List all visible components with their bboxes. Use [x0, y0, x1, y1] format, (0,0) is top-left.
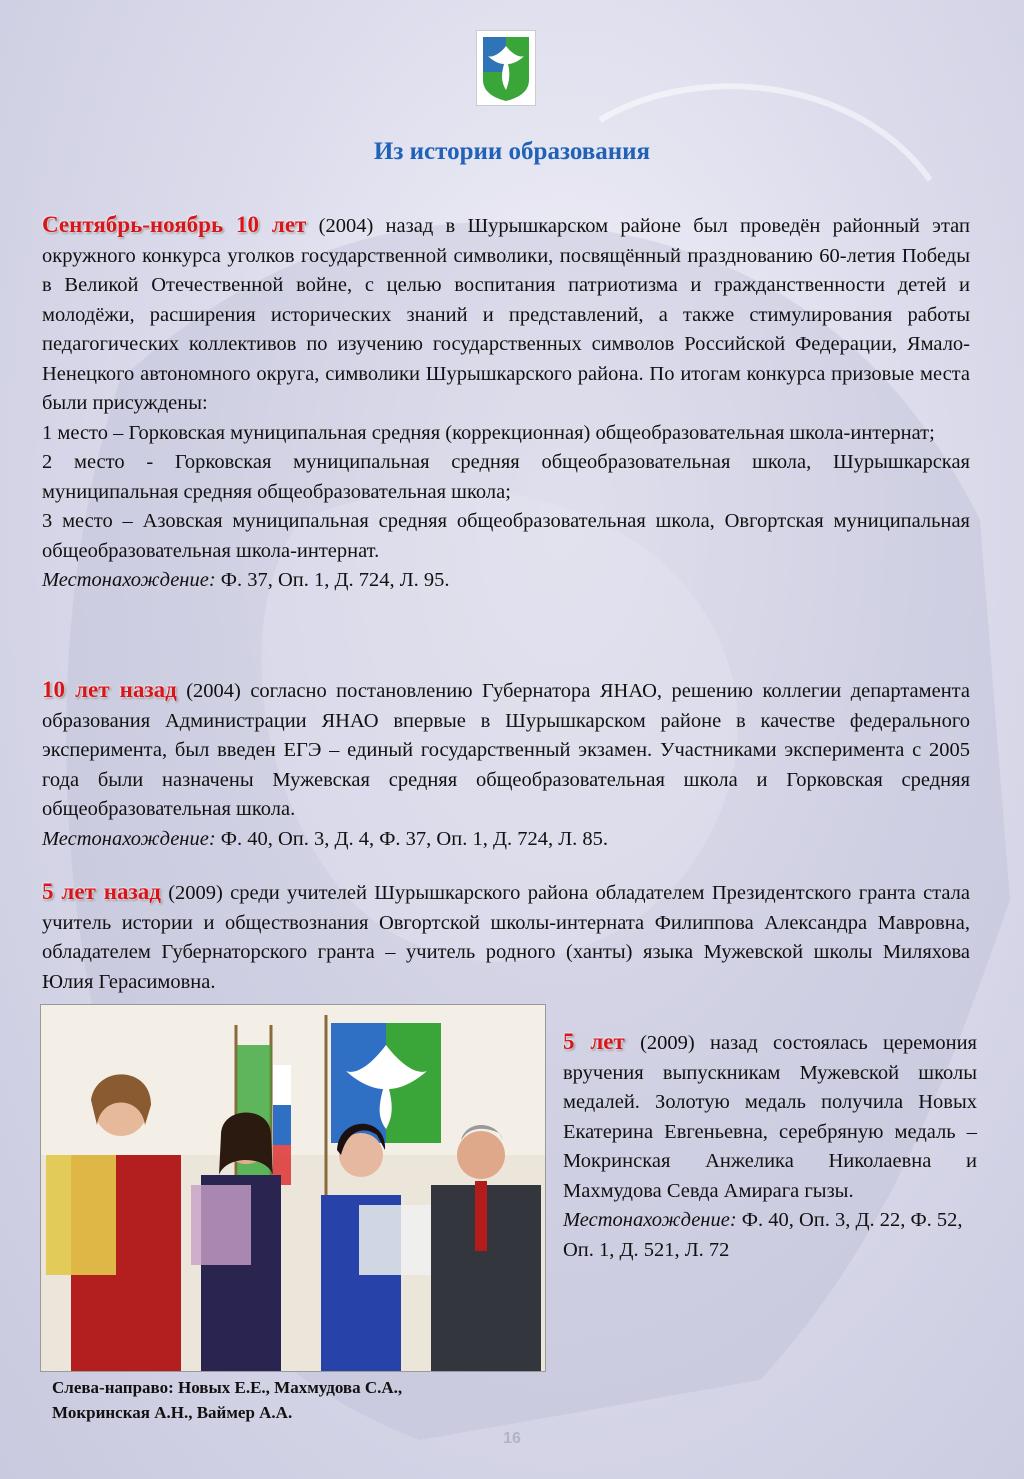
section-ege [42, 675, 970, 854]
section-2-text: (2004) согласно постановлению Губернатора ЯНАО, решению коллегии департамента образования Администрации ЯНАО впервые в Шурышкарском районе в качестве федерального эксперимента, был введен ЕГЭ – единый государственный экзамен. Участниками эксперимента с 2005 года были назначены Мужевская средняя общеобразовательная школа и Горковская средняя общеобразовательная школа. [42, 680, 970, 820]
section-2-body [42, 675, 970, 825]
photo-caption [52, 1375, 552, 1425]
place-3: 3 место – Азовская муниципальная средняя общеобразовательная школа, Овгортская муниципальная общеобразовательная школа-интернат. [42, 510, 970, 562]
location-label: Местонахождение: [42, 827, 216, 850]
place-2: 2 место - Горковская муниципальная средняя общеобразовательная школа, Шурышкарская муниципальная средняя общеобразовательная школа; [42, 451, 970, 503]
location-value: Ф. 40, Оп. 3, Д. 22, Ф. 52, Оп. 1, Д. 521, Л. 72 [563, 1209, 963, 1261]
section-2-highlight: 10 лет назад [42, 677, 177, 702]
district-emblem [476, 30, 536, 106]
section-1-intro [42, 210, 970, 419]
section-1-text: (2004) назад в Шурышкарском районе был проведён районный этап окружного конкурса уголков государственной символики, посвящённый празднованию 60-летия Победы в Великой Отечественной войне, с целью воспитания патриотизма и гражданственности детей и молодёжи, расширения исторических знаний и представлений, а также стимулирования работы педагогических коллективов по изучению государственных символов Российской Федерации, Ямало-Ненецкого автономного округа, символики Шурышкарского района. По итогам конкурса призовые места были присуждены: [42, 215, 970, 414]
swan-emblem-icon [480, 34, 532, 102]
section-2-location [42, 825, 970, 855]
page-title: Из истории образования [373, 138, 651, 165]
caption-line-2: Мокринская А.Н., Ваймер А.А. [52, 1403, 293, 1422]
section-grants [42, 877, 970, 997]
page-number: 16 [503, 1430, 521, 1447]
section-medals [563, 1027, 977, 1265]
location-label: Местонахождение: [42, 569, 216, 591]
photo-illustration [41, 1005, 545, 1371]
location-label: Местонахождение: [563, 1209, 737, 1231]
location-value: Ф. 40, Оп. 3, Д. 4, Ф. 37, Оп. 1, Д. 724, Л. 85. [215, 827, 608, 850]
section-4-text: (2009) назад состоялась церемония вручения выпускникам Мужевской школы медалей. Золотую медаль получила Новых Екатерина Евгеньевна, серебряную медаль – Мокринская Анжелика Николаевна и Махмудова Севда Амирага гызы. [563, 1032, 977, 1202]
location-value: Ф. 37, Оп. 1, Д. 724, Л. 95. [215, 569, 450, 591]
caption-line-1: Слева-направо: Новых Е.Е., Махмудова С.А., [52, 1378, 403, 1397]
section-1-location [42, 566, 970, 596]
section-3-body [42, 877, 970, 997]
section-competition [42, 210, 970, 596]
section-4-highlight: 5 лет [563, 1029, 625, 1054]
section-4-location [563, 1206, 977, 1265]
place-1: 1 место – Горковская муниципальная средняя (коррекционная) общеобразовательная школа-интернат; [42, 421, 935, 444]
graduates-photo [40, 1004, 546, 1372]
section-3-highlight: 5 лет назад [42, 879, 161, 904]
section-1-highlight: Сентябрь-ноябрь 10 лет [42, 212, 307, 237]
section-3-text: (2009) среди учителей Шурышкарского района обладателем Президентского гранта стала учитель истории и обществознания Овгортской школы-интерната Филиппова Александра Мавровна, обладателем Губернаторского гранта – учитель родного (ханты) языка Мужевской школы Миляхова Юлия Герасимовна. [42, 882, 970, 993]
section-4-body [563, 1027, 977, 1206]
